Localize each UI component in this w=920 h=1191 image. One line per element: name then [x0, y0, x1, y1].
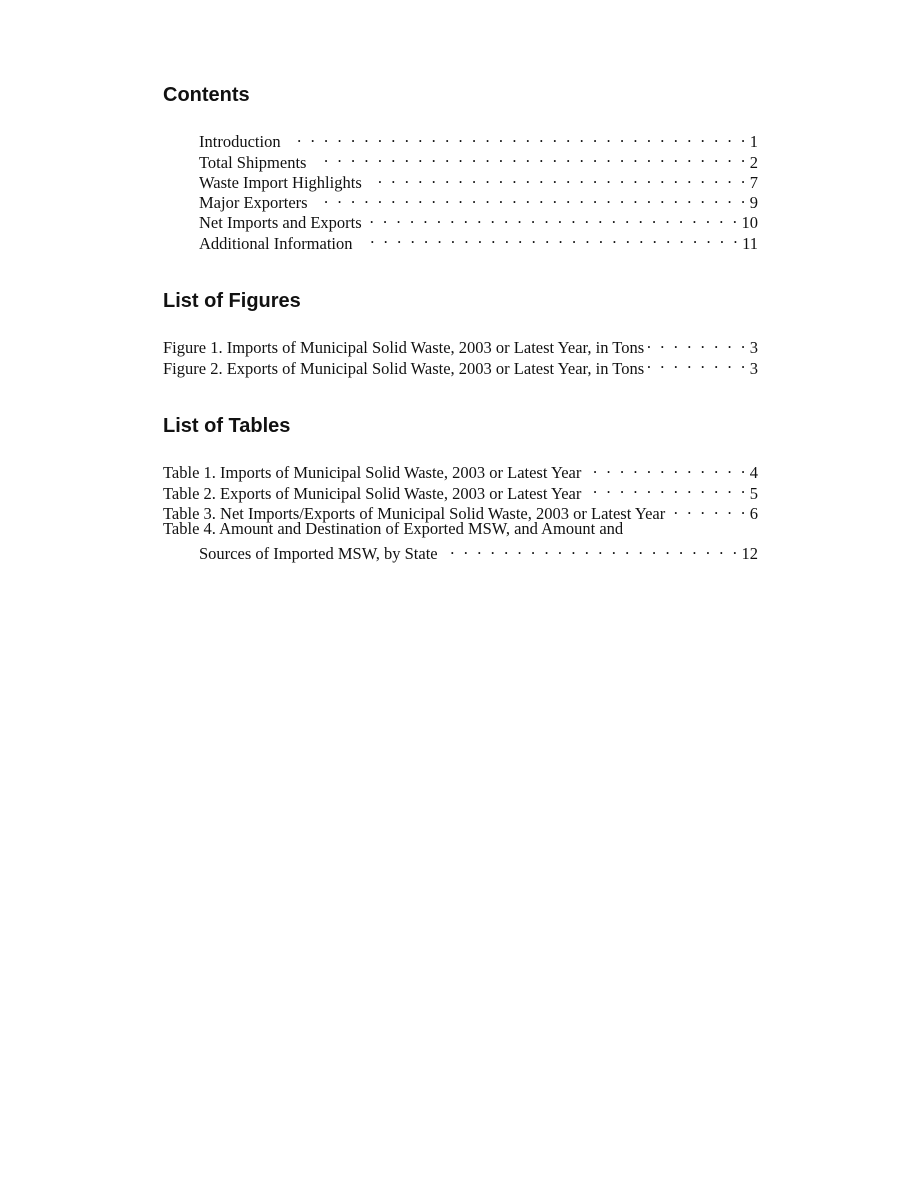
dot-leader — [589, 478, 747, 498]
toc-entry-page: 1 — [749, 132, 758, 152]
figures-list — [163, 333, 758, 378]
toc-entry-page: 11 — [742, 233, 758, 253]
table-entry-label: Table 2. Exports of Municipal Solid Waste, 2003 or Latest Year — [163, 483, 582, 503]
toc-entry-label: Net Imports and Exports — [199, 213, 362, 233]
dot-leader — [314, 147, 747, 167]
toc-entry-label: Additional Information — [199, 233, 353, 253]
dot-leader — [589, 458, 747, 478]
figure-entry[interactable] — [163, 333, 758, 358]
figure-entry-label: Figure 2. Exports of Municipal Solid Waste, 2003 or Latest Year, in Tons — [163, 358, 645, 378]
dot-leader — [361, 228, 741, 248]
table4-title-line1[interactable]: Table 4. Amount and Destination of Exported MSW, and Amount and — [163, 518, 624, 538]
toc-entry-page: 2 — [749, 152, 758, 172]
toc-entry-page: 9 — [749, 193, 758, 213]
contents-heading: Contents — [163, 84, 250, 106]
figure-entry-page: 3 — [749, 338, 758, 358]
tables-list — [163, 458, 758, 564]
toc-entry-page: 10 — [741, 213, 758, 233]
toc-entry-label: Major Exporters — [199, 193, 308, 213]
figure-entry-page: 3 — [749, 358, 758, 378]
dot-leader — [446, 539, 740, 559]
tables-heading: List of Tables — [163, 415, 291, 437]
dot-leader — [648, 353, 748, 373]
dot-leader — [648, 333, 748, 353]
toc-entry-label: Introduction — [199, 132, 281, 152]
table4-title-line2: Sources of Imported MSW, by State — [199, 544, 438, 564]
toc-entry-label: Waste Import Highlights — [199, 172, 362, 192]
table-entry-page: 4 — [749, 463, 758, 483]
contents-list — [163, 127, 758, 253]
table-entry-label: Table 1. Imports of Municipal Solid Waste, 2003 or Latest Year — [163, 463, 582, 483]
toc-entry-label: Total Shipments — [199, 152, 307, 172]
dot-leader — [289, 127, 748, 147]
dot-leader — [370, 208, 740, 228]
table-entry-page: 5 — [749, 483, 758, 503]
toc-entry-page: 7 — [749, 172, 758, 192]
dot-leader — [669, 499, 748, 519]
table-entry-label: Table 3. Net Imports/Exports of Municipal Solid Waste, 2003 or Latest Year — [163, 503, 666, 523]
table-entry[interactable] — [163, 458, 758, 483]
table-entry[interactable] — [163, 539, 758, 564]
figure-entry-label: Figure 1. Imports of Municipal Solid Waste, 2003 or Latest Year, in Tons — [163, 338, 645, 358]
table-entry-page: 6 — [749, 503, 758, 523]
table-entry-page: 12 — [741, 544, 758, 564]
toc-entry[interactable] — [163, 127, 758, 152]
dot-leader — [316, 188, 748, 208]
figures-heading: List of Figures — [163, 290, 301, 312]
dot-leader — [370, 168, 748, 188]
